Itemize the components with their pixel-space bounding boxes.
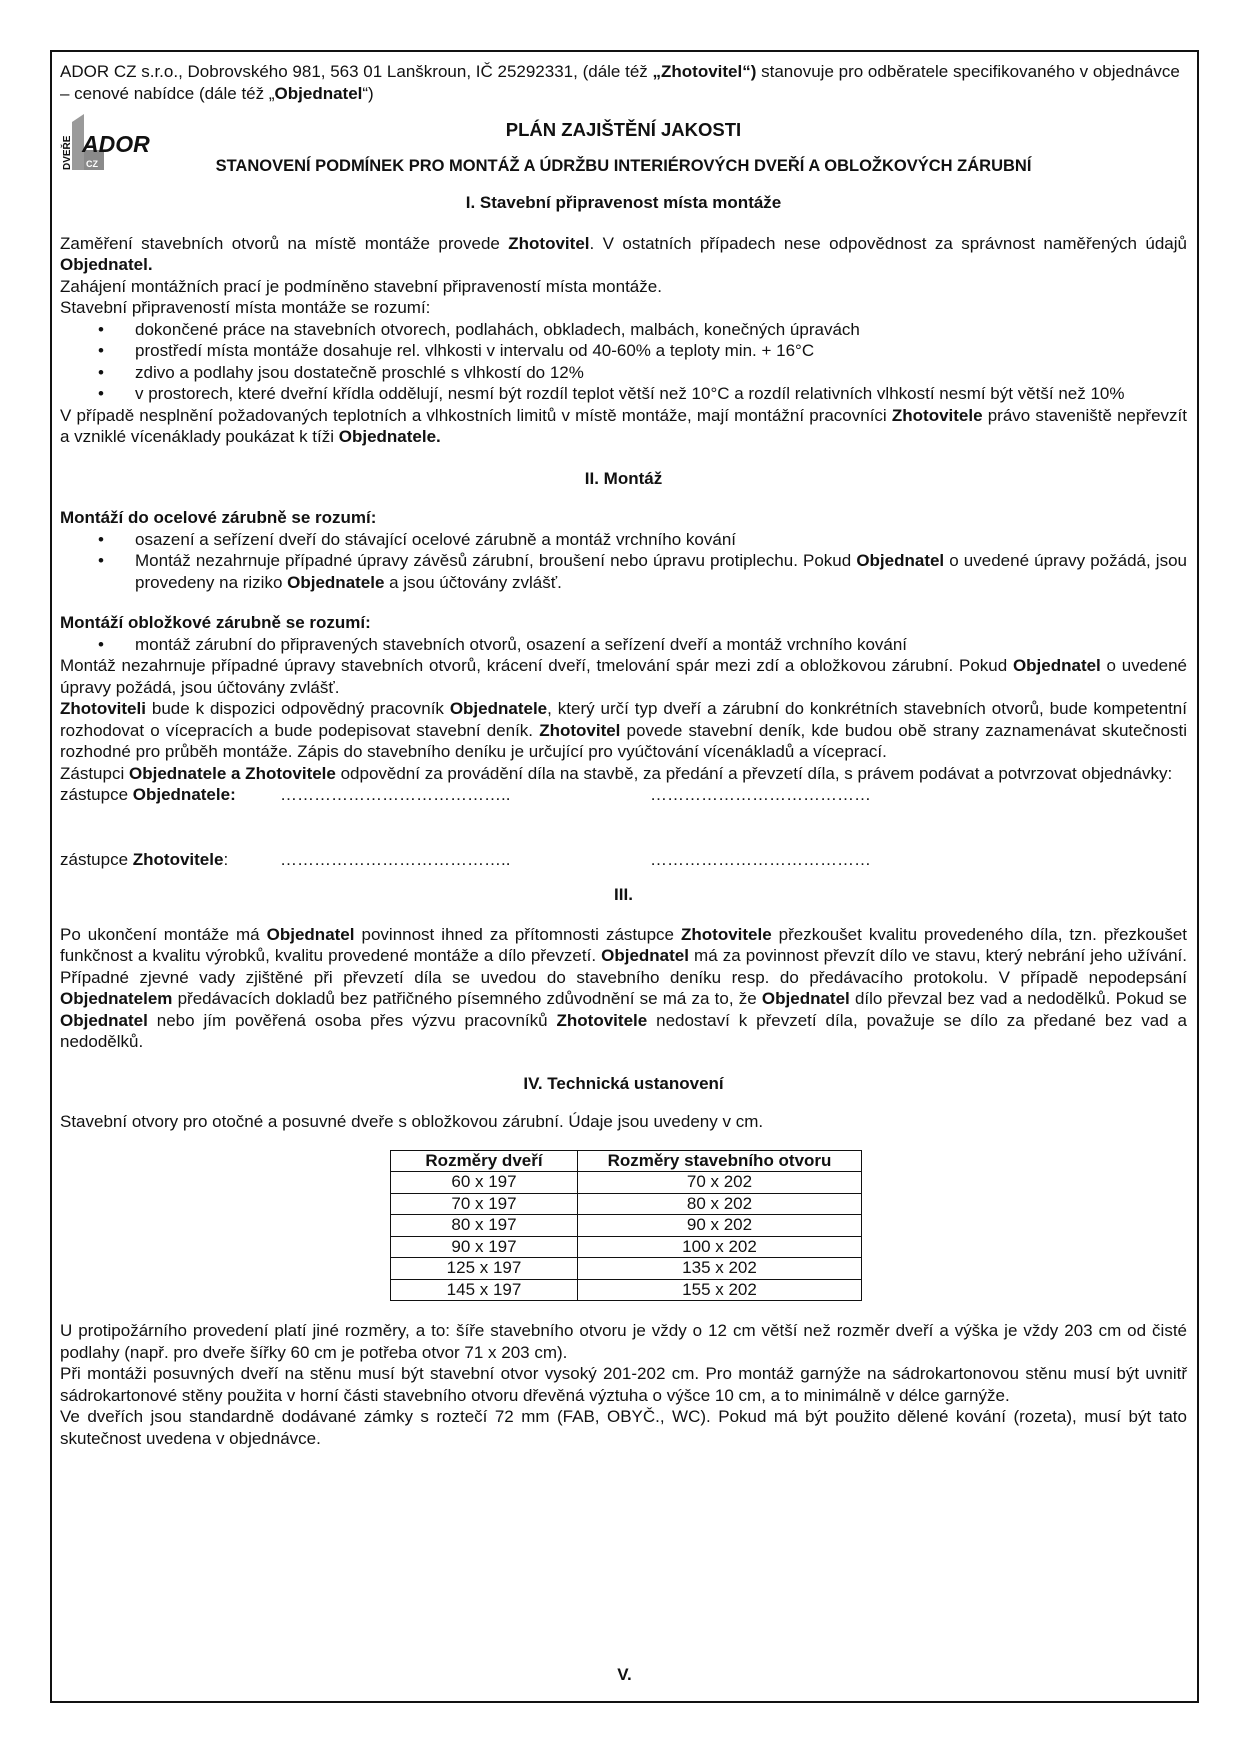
list-item: • zdivo a podlahy jsou dostatečně proschlé s vlhkostí do 12% <box>60 362 1187 384</box>
section-2-paragraph-3: Zástupci Objednatele a Zhotovitele odpovědní za provádění díla na stavbě, za předání a převzetí díla, s právem podávat a potvrzovat objednávky: <box>60 763 1173 783</box>
table-cell: 80 x 202 <box>578 1193 862 1215</box>
page-title: PLÁN ZAJIŠTĚNÍ JAKOSTI <box>505 119 742 140</box>
section-2-heading: II. Montáž <box>584 468 663 488</box>
table-row <box>391 1193 862 1215</box>
section-4-paragraph-3: Při montáži posuvných dveří na stěnu musí být stavební otvor vysoký 201-202 cm. Pro montáž garnýže na sádrokartonovou stěnu musí být uvnitř sádrokartonové stěny použita v horní části stavebního otvoru dřevěná výztuha o výšce 10 cm, a to minimálně v délce garnýže. <box>60 1364 1187 1405</box>
intro-paragraph: ADOR CZ s.r.o., Dobrovského 981, 563 01 Lanškroun, IČ 25292331, (dále též „Zhotovitel“) stanovuje pro odběratele specifikovaného v objednávce – cenové nabídce (dále též „Objednatel“) <box>60 62 1180 103</box>
signature-line: ………………………………… <box>650 849 871 869</box>
section-3-heading: III. <box>614 885 633 904</box>
section-2-paragraph-2: Zhotoviteli bude k dispozici odpovědný pracovník Objednatele, který určí typ dveří a zárubní do konkrétních stavebních otvorů, bude kompetentní rozhodovat o vícepracích a bude podepisovat stavební deník. Zhotovitel povede stavební deník, kde budou obě strany zaznamenávat skutečnosti rozhodné pro průběh montáže. Zápis do stavebního deníku je určující pro vyúčtování vícenákladů a víceprací. <box>60 699 1187 761</box>
signature-line: ………………………………….. <box>280 785 511 804</box>
signature-row-objednatel <box>60 784 1187 806</box>
table-header-row <box>391 1150 862 1172</box>
section-1-bullet-list <box>60 319 1187 405</box>
table-row <box>391 1172 862 1194</box>
table-cell: 90 x 202 <box>578 1215 862 1237</box>
section-4-paragraph-4: Ve dveřích jsou standardně dodávané zámky s roztečí 72 mm (FAB, OBYČ., WC). Pokud má být použito dělené kování (rozeta), musí být tato skutečnost uvedena v objednávce. <box>60 1407 1187 1448</box>
section-2-casing-list <box>60 634 1187 656</box>
list-item: • v prostorech, které dveřní křídla oddělují, nesmí být rozdíl teplot větší než 10°C a rozdíl relativních vlhkostí nesmí být větší než 10% <box>60 383 1187 405</box>
table-cell: 80 x 197 <box>391 1215 578 1237</box>
table-cell: 155 x 202 <box>578 1279 862 1301</box>
signature-label-objednatel: zástupce Objednatele: <box>60 785 236 804</box>
document-page <box>50 50 1199 1703</box>
list-item: • osazení a seřízení dveří do stávající ocelové zárubně a montáž vrchního kování <box>60 529 1187 551</box>
section-4-paragraph-1: Stavební otvory pro otočné a posuvné dveře s obložkovou zárubní. Údaje jsou uvedeny v cm. <box>60 1112 764 1131</box>
table-row <box>391 1236 862 1258</box>
table-cell: 135 x 202 <box>578 1258 862 1280</box>
list-item: • Montáž nezahrnuje případné úpravy závěsů zárubní, broušení nebo úpravu protiplechu. Pokud Objednatel o uvedené úpravy požádá, jsou provedeny na riziko Objednatele a jsou účtovány zvlášť. <box>60 550 1187 593</box>
section-1-paragraph-1: Zaměření stavebních otvorů na místě montáže provede Zhotovitel. V ostatních případech nese odpovědnost za správnost naměřených údajů Objednatel. <box>60 233 1187 274</box>
section-3-paragraph: Po ukončení montáže má Objednatel povinnost ihned za přítomnosti zástupce Zhotovitele přezkoušet kvalitu provedeného díla, tzn. přezkoušet funkčnost a kvalitu výrobků, kvalitu provedené montáže a dílo převzetí. Objednatel má za povinnost převzít dílo ve stavu, který nebrání jeho užívání. Případné zjevné vady zjištěné při převzetí díla se uvedou do stavebního deníku resp. do předávacího protokolu. V případě nepodepsání Objednatelem předávacích dokladů bez patřičného písemného zdůvodnění se má za to, že Objednatel dílo převzal bez vad a nedodělků. Pokud se Objednatel nebo jím pověřená osoba přes výzvu pracovníků Zhotovitele nedostaví k převzetí díla, považuje se dílo za předané bez vad a nedodělků. <box>60 924 1188 1051</box>
dimensions-table <box>390 1150 862 1302</box>
section-4-heading: IV. Technická ustanovení <box>523 1073 724 1093</box>
section-2-subheading-steel: Montáží do ocelové zárubně se rozumí: <box>60 508 377 527</box>
section-4-body <box>60 1320 1187 1449</box>
signature-label-zhotovitel: zástupce Zhotovitele: <box>60 849 229 869</box>
list-item: • montáž zárubní do připravených stavebních otvorů, osazení a seřízení dveří a montáž vrchního kování <box>60 634 1187 656</box>
section-2-body <box>60 507 1187 870</box>
section-2-paragraph-1: Montáž nezahrnuje případné úpravy stavebních otvorů, krácení dveří, tmelování spár mezi zdí a obložkovou zárubní. Pokud Objednatel o uvedené úpravy požádá, jsou účtovány zvlášť. <box>60 656 1187 697</box>
table-row <box>391 1279 862 1301</box>
signature-line: ………………………………… <box>650 785 871 804</box>
table-row <box>391 1215 862 1237</box>
section-1-heading: I. Stavební připravenost místa montáže <box>465 193 782 212</box>
logo-small-text: CZ <box>86 159 98 169</box>
page-subtitle: STANOVENÍ PODMÍNEK PRO MONTÁŽ A ÚDRŽBU INTERIÉROVÝCH DVEŘÍ A OBLOŽKOVÝCH ZÁRUBNÍ <box>215 156 1032 175</box>
signature-line: ………………………………….. <box>280 849 511 869</box>
table-row <box>391 1258 862 1280</box>
signature-row-zhotovitel <box>60 849 1187 871</box>
table-cell: 145 x 197 <box>391 1279 578 1301</box>
logo-vertical-text: DVEŘE <box>62 135 73 170</box>
section-1-paragraph-2: Zahájení montážních prací je podmíněno stavební připraveností místa montáže. <box>60 276 662 296</box>
ador-logo <box>58 114 158 174</box>
table-cell: 70 x 202 <box>578 1172 862 1194</box>
list-item: • prostředí místa montáže dosahuje rel. vlhkosti v intervalu od 40-60% a teploty min. + 16°C <box>60 340 1187 362</box>
table-header-opening-size: Rozměry stavebního otvoru <box>578 1150 862 1172</box>
section-1-paragraph-4: V případě nesplnění požadovaných teplotních a vlhkostních limitů v místě montáže, mají montážní pracovníci Zhotovitele právo staveniště nepřevzít a vzniklé vícenáklady poukázat k tíži Objednatele. <box>60 405 1187 446</box>
table-cell: 70 x 197 <box>391 1193 578 1215</box>
table-cell: 60 x 197 <box>391 1172 578 1194</box>
section-1-body <box>60 233 1187 448</box>
list-item: • dokončené práce na stavebních otvorech, podlahách, obkladech, malbách, konečných úpravách <box>60 319 1187 341</box>
logo-wordmark: ADOR <box>82 131 150 157</box>
section-1-paragraph-3: Stavební připraveností místa montáže se rozumí: <box>60 298 431 317</box>
table-cell: 100 x 202 <box>578 1236 862 1258</box>
section-4-paragraph-2: U protipožárního provedení platí jiné rozměry, a to: šíře stavebního otvoru je vždy o 12 cm větší než rozměr dveří a výška je vždy 203 cm od čisté podlahy (např. pro dveře šířky 60 cm je potřeba otvor 71 x 203 cm). <box>60 1321 1187 1362</box>
table-header-door-size: Rozměry dveří <box>391 1150 578 1172</box>
section-5-heading: V. <box>617 1665 632 1684</box>
section-2-subheading-casing: Montáží obložkové zárubně se rozumí: <box>60 613 371 632</box>
section-2-steel-list <box>60 529 1187 594</box>
table-cell: 125 x 197 <box>391 1258 578 1280</box>
table-cell: 90 x 197 <box>391 1236 578 1258</box>
